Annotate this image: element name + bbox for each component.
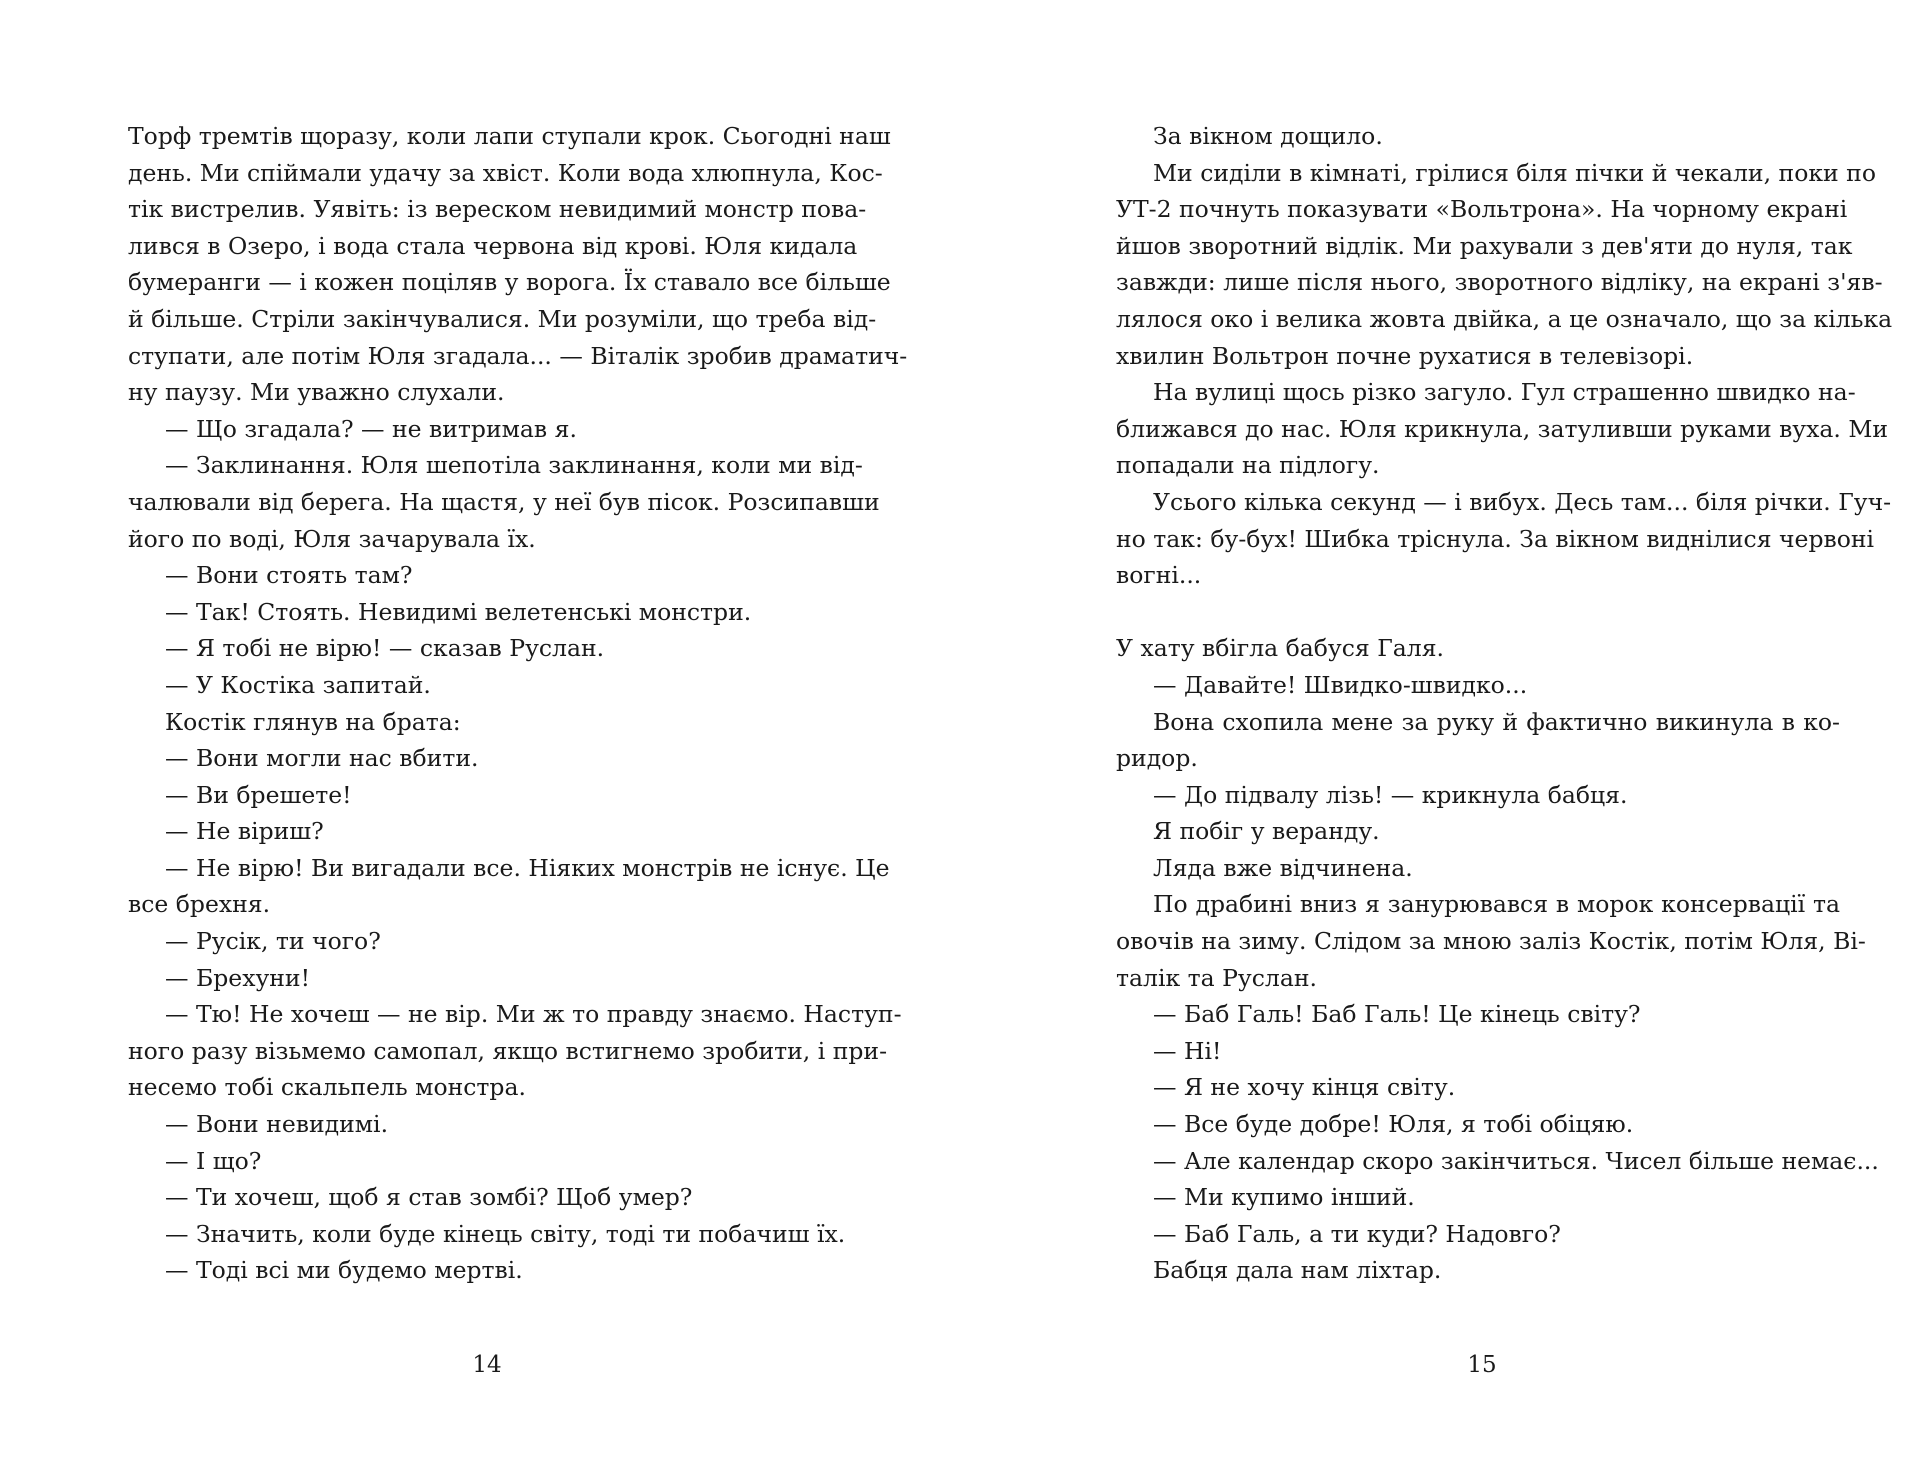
text-line: — Ви брешете! xyxy=(165,780,352,809)
text-line: УТ-2 почнуть показувати «Вольтрона». На чорному екрані xyxy=(1116,195,1848,224)
right-page-text xyxy=(1116,118,1893,1289)
text-line: Вона схопила мене за руку й фактично викинула в ко- xyxy=(1153,707,1840,736)
text-line: — Брехуни! xyxy=(165,963,311,992)
text-line: — Але календар скоро закінчиться. Чисел більше немає... xyxy=(1153,1146,1879,1175)
text-line: Я побіг у веранду. xyxy=(1153,817,1380,846)
text-line: — Значить, коли буде кінець світу, тоді ти побачиш їх. xyxy=(165,1219,846,1248)
left-page-number: 14 xyxy=(472,1352,502,1378)
text-line: — Вони стоять там? xyxy=(165,561,413,590)
text-line: його по воді, Юля зачарувала їх. xyxy=(128,524,536,553)
text-line: йшов зворотний відлік. Ми рахували з дев'яти до нуля, так xyxy=(1116,231,1853,260)
text-line: — Не вірю! Ви вигадали все. Ніяких монстрів не існує. Це xyxy=(165,853,890,882)
text-line xyxy=(1116,594,1840,631)
text-line: ну паузу. Ми уважно слухали. xyxy=(128,378,505,407)
text-line: — Вони невидимі. xyxy=(165,1110,389,1139)
text-line: По драбині вниз я занурювався в морок консервації та xyxy=(1153,890,1840,919)
text-line: — Я не хочу кінця світу. xyxy=(1153,1073,1456,1102)
text-line: чалювали від берега. На щастя, у неї був пісок. Розсипавши xyxy=(128,487,880,516)
text-line: — Тю! Не хочеш — не вір. Ми ж то правду знаємо. Наступ- xyxy=(165,1000,902,1029)
text-line: все брехня. xyxy=(128,890,271,919)
text-line: — Ти хочеш, щоб я став зомбі? Щоб умер? xyxy=(165,1183,693,1212)
text-line: ного разу візьмемо самопал, якщо встигнемо зробити, і при- xyxy=(128,1036,888,1065)
text-line: — Баб Галь! Баб Галь! Це кінець світу? xyxy=(1153,1000,1641,1029)
text-line: бумеранги — і кожен поціляв у ворога. Їх ставало все більше xyxy=(128,268,891,297)
text-line: хвилин Вольтрон почне рухатися в телевізорі. xyxy=(1116,341,1694,370)
text-line: день. Ми спіймали удачу за хвіст. Коли вода хлюпнула, Кос- xyxy=(128,158,883,187)
text-line: Торф тремтів щоразу, коли лапи ступали крок. Сьогодні наш xyxy=(128,122,891,150)
text-line: Ляда вже відчинена. xyxy=(1153,853,1413,882)
text-line: — Так! Стоять. Невидимі велетенські монстри. xyxy=(165,597,752,626)
text-line: лився в Озеро, і вода стала червона від крові. Юля кидала xyxy=(128,231,858,260)
text-line: — Не віриш? xyxy=(165,817,324,846)
text-line: лялося око і велика жовта двійка, а це означало, що за кілька xyxy=(1116,304,1893,333)
text-line: — У Костіка запитай. xyxy=(165,670,431,699)
text-line: Ми сиділи в кімнаті, грілися біля пічки й чекали, поки по xyxy=(1153,158,1876,187)
text-line: талік та Руслан. xyxy=(1116,963,1317,992)
text-line: ступати, але потім Юля згадала... — Віталік зробив драматич- xyxy=(128,341,908,370)
text-line: — Ми купимо інший. xyxy=(1153,1183,1415,1212)
text-line: — До підвалу лізь! — крикнула бабця. xyxy=(1153,780,1628,809)
text-line: — І що? xyxy=(165,1146,262,1175)
right-page xyxy=(960,0,1920,1477)
text-line: За вікном дощило. xyxy=(1153,122,1383,150)
text-line: — Давайте! Швидко-швидко... xyxy=(1153,670,1528,699)
text-line: — Вони могли нас вбити. xyxy=(165,744,479,773)
text-line: — Тоді всі ми будемо мертві. xyxy=(165,1256,523,1285)
text-line: Бабця дала нам ліхтар. xyxy=(1153,1256,1442,1285)
text-line: й більше. Стріли закінчувалися. Ми розуміли, що треба від- xyxy=(128,304,877,333)
text-line: овочів на зиму. Слідом за мною заліз Костік, потім Юля, Ві- xyxy=(1116,927,1866,956)
right-page-number: 15 xyxy=(1467,1352,1497,1378)
text-line: — Я тобі не вірю! — сказав Руслан. xyxy=(165,634,605,663)
text-line: тік вистрелив. Уявіть: із вереском невидимий монстр пова- xyxy=(128,195,867,224)
text-line: — Заклинання. Юля шепотіла заклинання, коли ми від- xyxy=(165,451,863,480)
text-line: ближався до нас. Юля крикнула, затуливши руками вуха. Ми xyxy=(1116,414,1889,443)
text-line: несемо тобі скальпель монстра. xyxy=(128,1073,526,1102)
text-line: — Ні! xyxy=(1153,1036,1222,1065)
text-line: — Все буде добре! Юля, я тобі обіцяю. xyxy=(1153,1110,1634,1139)
text-line: попадали на підлогу. xyxy=(1116,451,1380,480)
text-line: У хату вбігла бабуся Галя. xyxy=(1116,634,1445,663)
left-page-text xyxy=(128,118,908,1289)
text-line: На вулиці щось різко загуло. Гул страшенно швидко на- xyxy=(1153,378,1856,407)
text-line: вогні... xyxy=(1116,561,1202,590)
text-line: — Що згадала? — не витримав я. xyxy=(165,414,577,443)
text-line: — Русік, ти чого? xyxy=(165,927,381,956)
text-line: ридор. xyxy=(1116,744,1198,773)
text-line: Костік глянув на брата: xyxy=(165,707,461,736)
text-line: завжди: лише після нього, зворотного відліку, на екрані з'яв- xyxy=(1116,268,1883,297)
text-line: — Баб Галь, а ти куди? Надовго? xyxy=(1153,1219,1561,1248)
text-line: Усього кілька секунд — і вибух. Десь там... біля річки. Гуч- xyxy=(1153,487,1892,516)
text-line: но так: бу-бух! Шибка тріснула. За вікном виднілися червоні xyxy=(1116,524,1875,553)
